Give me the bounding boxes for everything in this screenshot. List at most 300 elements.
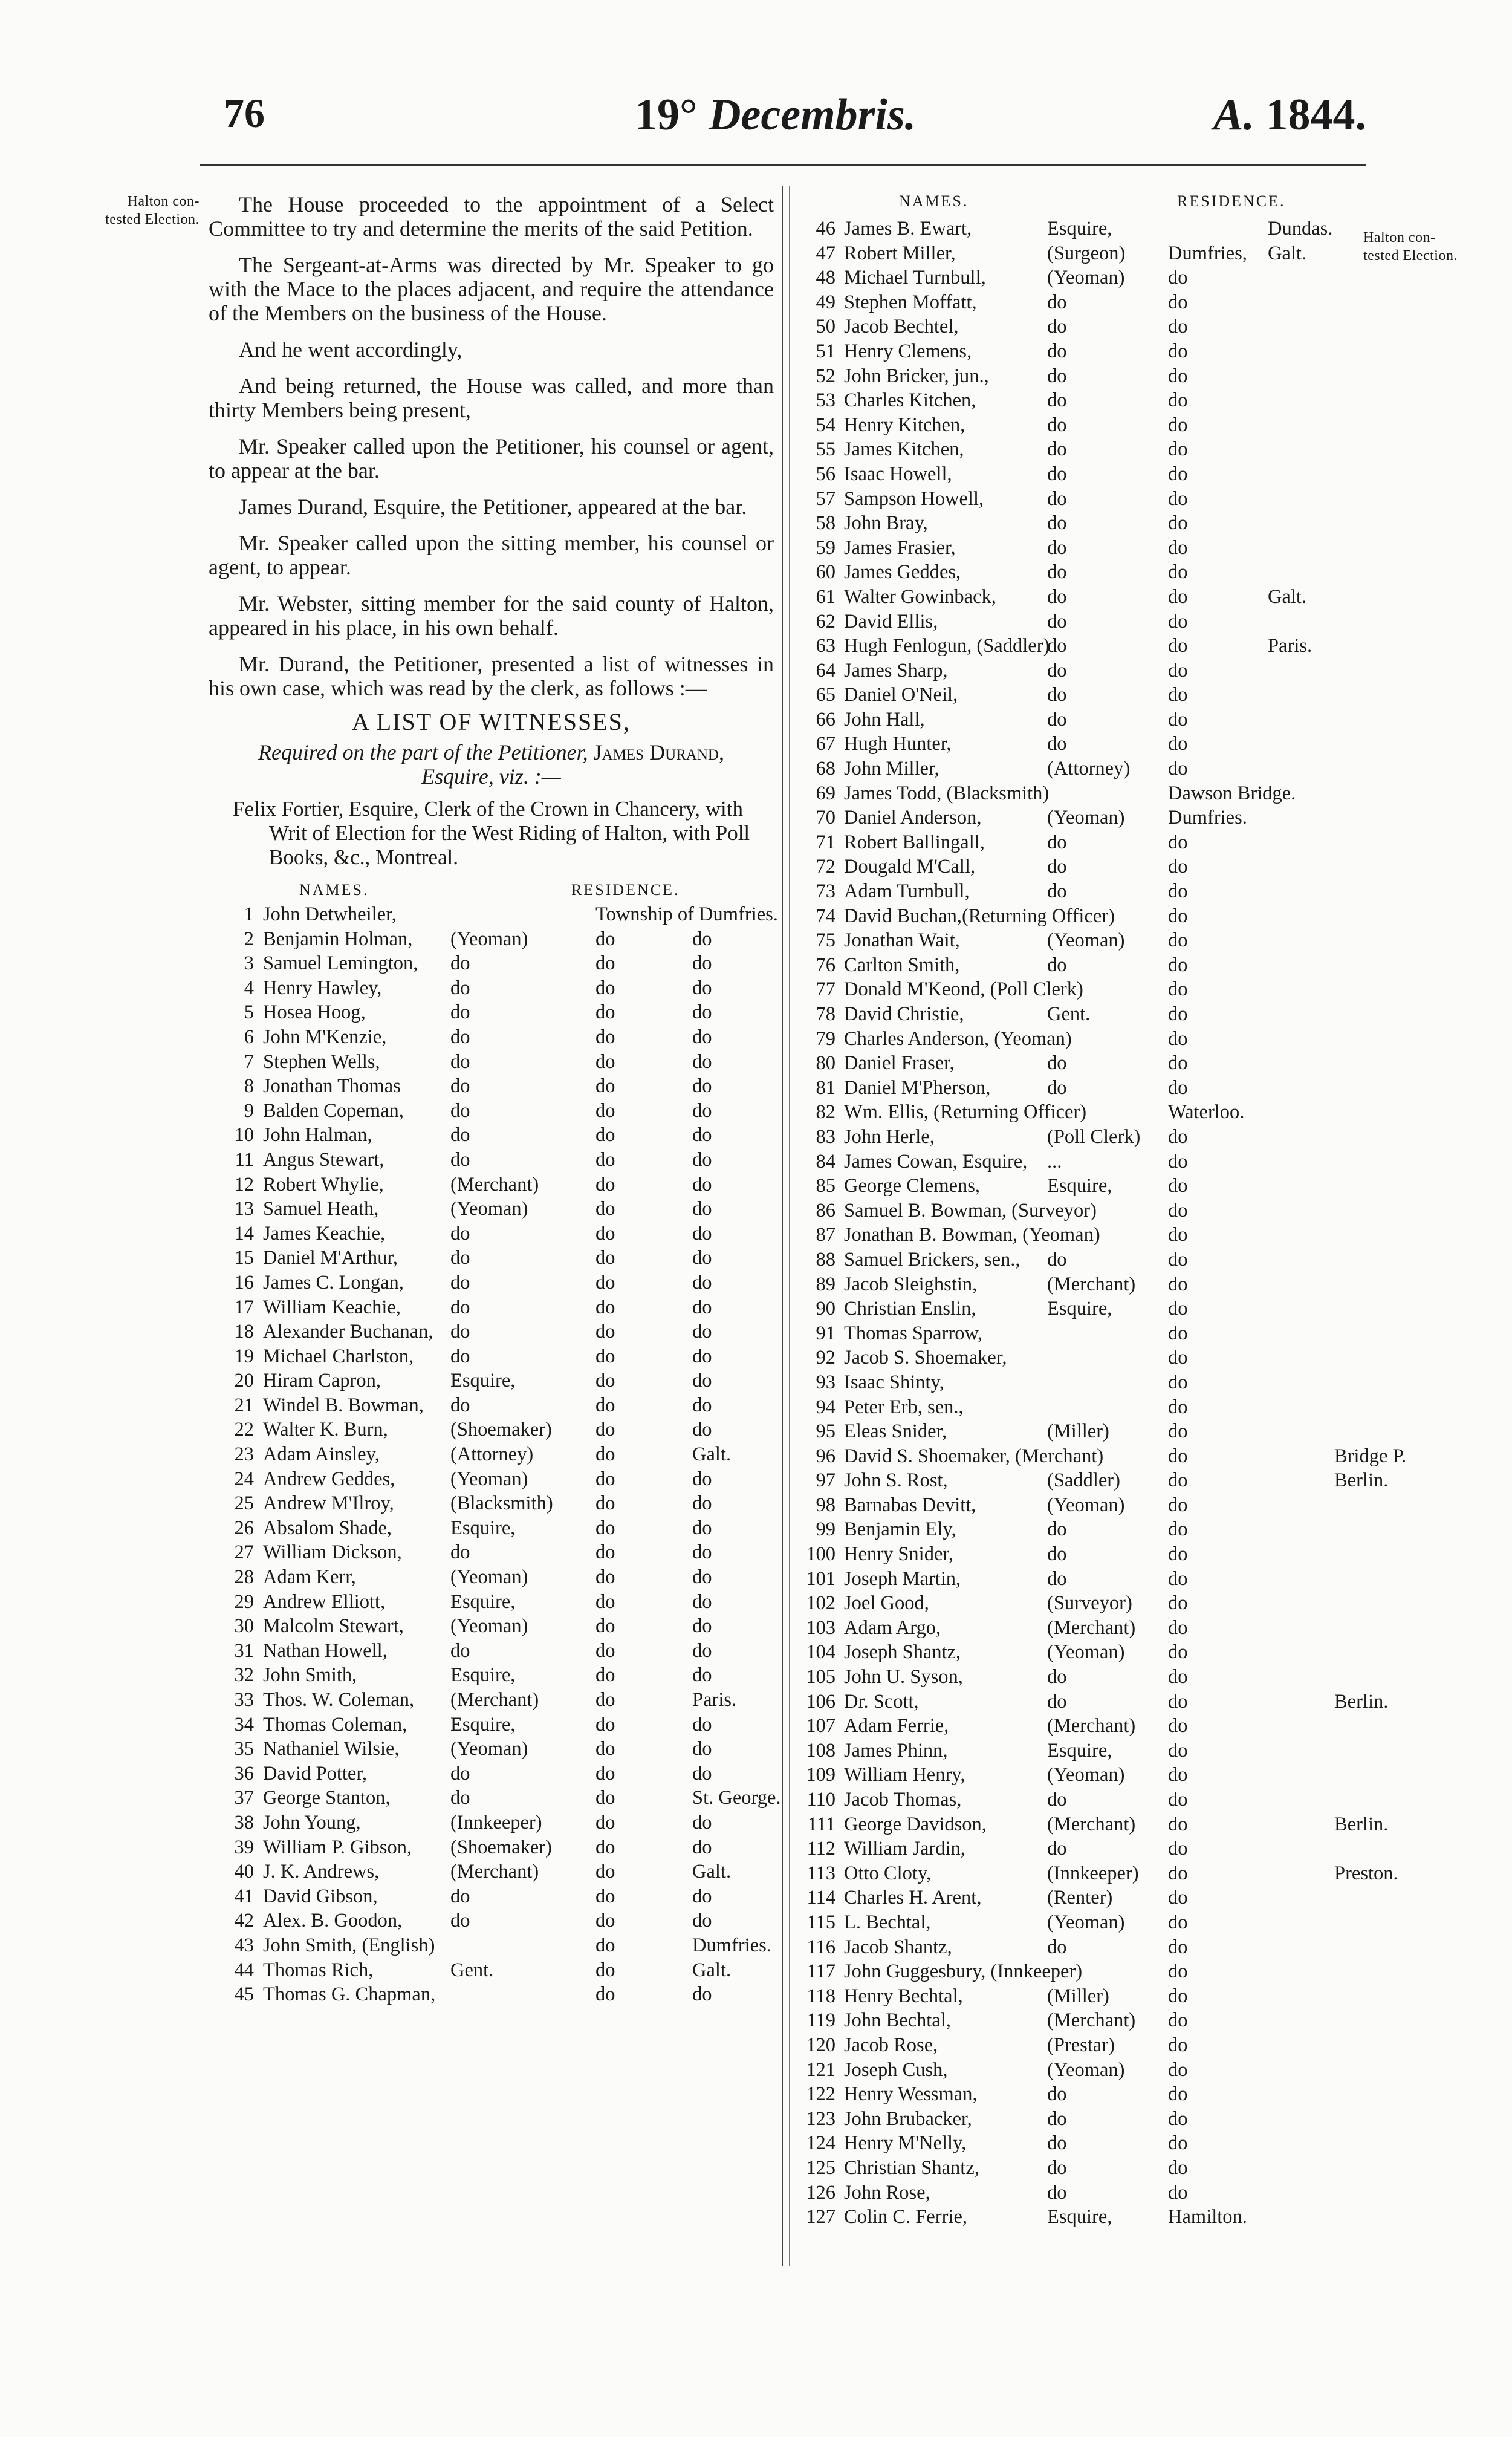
witness-name: George Stanton, — [263, 1787, 391, 1809]
witness-name: John Hall, — [844, 708, 925, 730]
witness-name: Andrew M'Ilroy, — [263, 1492, 394, 1515]
witness-num: 24 — [234, 1468, 254, 1490]
witness-num: 99 — [816, 1518, 835, 1541]
witness-num: 50 — [816, 316, 835, 338]
witness-name: William Dickson, — [263, 1541, 402, 1564]
margin-note-left: Halton con- tested Election. — [105, 194, 200, 227]
table-row — [793, 904, 1364, 929]
witness-occ: do — [1047, 635, 1067, 657]
table-row — [209, 1123, 774, 1148]
witness-d1: do — [1168, 389, 1188, 412]
residence-header: RESIDENCE. — [1177, 192, 1286, 210]
witness-num: 119 — [806, 2009, 835, 2032]
witness-num: 49 — [816, 291, 835, 313]
witness-d1: do — [595, 1198, 615, 1220]
witness-d1: do — [1168, 1936, 1188, 1958]
witness-name: James Phinn, — [844, 1739, 948, 1762]
witness-num: 22 — [234, 1419, 254, 1441]
witness-d1: do — [1168, 880, 1188, 903]
witness-occ: (Yeoman) — [1047, 929, 1125, 952]
table-row — [209, 927, 774, 952]
witness-num: 10 — [234, 1124, 254, 1147]
witness-num: 69 — [816, 782, 835, 804]
table-row — [793, 1174, 1364, 1199]
witness-d1: do — [1168, 1739, 1188, 1762]
table-row — [793, 1714, 1364, 1739]
witness-name: Carlton Smith, — [844, 954, 960, 976]
witness-num: 67 — [816, 733, 835, 755]
witness-d1: do — [1168, 1248, 1188, 1271]
witness-d1: do — [595, 1517, 615, 1539]
witness-num: 33 — [234, 1689, 254, 1711]
witness-name: J. K. Andrews, — [263, 1861, 380, 1883]
witness-occ: do — [1047, 1666, 1067, 1688]
witness-d1: do — [1168, 929, 1188, 952]
witness-name: Angus Stewart, — [263, 1148, 384, 1171]
witness-num: 34 — [234, 1713, 254, 1736]
witness-num: 97 — [816, 1469, 835, 1492]
witness-occ: do — [1047, 365, 1067, 387]
table-row — [209, 1982, 774, 2007]
witness-name: Andrew Elliott, — [263, 1590, 386, 1613]
witness-num: 46 — [816, 218, 835, 239]
witness-num: 92 — [816, 1347, 835, 1369]
witness-d1: do — [1168, 1789, 1188, 1811]
witness-num: 36 — [234, 1762, 254, 1785]
table-row — [793, 1444, 1407, 1469]
witness-d2: do — [692, 1198, 712, 1220]
witness-occ: do — [1047, 610, 1067, 633]
witness-occ: do — [450, 1247, 470, 1269]
witness-occ: do — [450, 977, 470, 999]
witness-d1: do — [595, 1075, 615, 1098]
witness-num: 115 — [806, 1911, 835, 1933]
witness-num: 88 — [816, 1248, 835, 1271]
witness-d2: Paris. — [1268, 635, 1312, 657]
witness-name: Daniel Anderson, — [844, 807, 982, 829]
witness-d1: do — [1168, 2034, 1188, 2056]
witness-num: 107 — [806, 1715, 835, 1737]
witness-num: 110 — [806, 1789, 835, 1811]
table-row — [793, 928, 1364, 953]
table-row — [209, 1516, 774, 1541]
witness-d1: do — [595, 1026, 615, 1048]
witness-num: 125 — [806, 2156, 835, 2179]
witness-num: 117 — [806, 1960, 835, 1983]
witness-name: Malcolm Stewart, — [263, 1615, 404, 1638]
witness-d1: do — [595, 1811, 615, 1833]
witness-occ: Gent. — [450, 1959, 494, 1981]
witness-x: Bridge P. — [1334, 1445, 1407, 1467]
witness-d1: do — [1168, 2107, 1188, 2130]
witness-num: 65 — [816, 684, 835, 706]
witness-d1: do — [595, 1468, 615, 1490]
witness-occ: (Yeoman) — [1047, 267, 1125, 289]
witness-num: 93 — [816, 1371, 835, 1393]
witness-d1: do — [1168, 1445, 1188, 1467]
table-row — [793, 830, 1364, 855]
witness-d2: do — [692, 1321, 712, 1343]
witness-d2: do — [692, 1026, 712, 1048]
table-row — [793, 1468, 1389, 1493]
witness-num: 74 — [816, 905, 835, 927]
table-row — [209, 1762, 774, 1786]
witness-d1: do — [1168, 1003, 1188, 1025]
witness-d2: do — [692, 1247, 712, 1269]
table-row — [793, 879, 1364, 904]
witness-num: 108 — [806, 1739, 835, 1762]
witness-d1: do — [1168, 1076, 1188, 1099]
witness-d1: do — [1168, 512, 1188, 535]
witness-d1: do — [595, 1001, 615, 1024]
witness-occ: (Surveyor) — [1047, 1592, 1132, 1615]
table-row — [209, 1737, 774, 1762]
witness-num: 55 — [816, 438, 835, 461]
witness-num: 15 — [234, 1247, 254, 1269]
witness-num: 61 — [816, 585, 835, 608]
witness-d2: do — [692, 1885, 712, 1907]
table-row — [793, 1345, 1364, 1370]
witness-occ: do — [450, 1222, 470, 1245]
witness-d1: do — [595, 1296, 615, 1318]
witness-d2: Dumfries. — [692, 1934, 771, 1956]
witness-occ: (Yeoman) — [1047, 1764, 1125, 1786]
paragraph: The House proceeded to the appointment of a Select Committee to try and determine the merits of the said Petition. — [209, 192, 774, 241]
witness-d2: do — [692, 1173, 712, 1196]
witness-name: Henry M'Nelly, — [844, 2132, 967, 2155]
witness-d1: do — [1168, 905, 1188, 927]
witness-d2: do — [692, 1050, 712, 1073]
witness-name: Daniel O'Neil, — [844, 684, 958, 706]
witness-d1: do — [1168, 1150, 1188, 1173]
witness-d1: do — [1168, 1273, 1188, 1295]
witness-name: John Brubacker, — [844, 2107, 972, 2130]
witness-name: Balden Copeman, — [263, 1099, 404, 1122]
witness-name: Daniel M'Arthur, — [263, 1247, 398, 1269]
witness-name: Jacob Sleighstin, — [844, 1273, 978, 1295]
witness-occ: do — [1047, 316, 1067, 338]
witness-d1: do — [1168, 1298, 1188, 1320]
witness-name: Dougald M'Call, — [844, 856, 976, 878]
witness-occ: do — [1047, 438, 1067, 461]
witness-name: Henry Wessman, — [844, 2083, 978, 2106]
witness-occ: do — [1047, 561, 1067, 584]
witness-d1: do — [1168, 1396, 1188, 1418]
header-rule — [200, 164, 1366, 166]
witness-d1: do — [595, 1959, 615, 1981]
witness-num: 111 — [807, 1813, 835, 1835]
witness-d2: do — [692, 1001, 712, 1024]
table-row — [793, 1665, 1364, 1690]
witness-name: Walter Gowinback, — [844, 585, 996, 608]
witness-num: 17 — [234, 1296, 254, 1318]
witness-occ: (Merchant) — [1047, 1616, 1136, 1639]
witness-name: Henry Bechtal, — [844, 1985, 963, 2007]
witness-occ: (Shoemaker) — [450, 1836, 552, 1858]
witness-num: 28 — [234, 1566, 254, 1589]
witness-occ: Esquire, — [450, 1370, 516, 1392]
witness-occ: (Yeoman) — [1047, 1494, 1125, 1516]
witness-d1: do — [595, 1738, 615, 1760]
table-row — [793, 1591, 1364, 1616]
witness-d2: do — [692, 1713, 712, 1736]
paragraph: And he went accordingly, — [239, 337, 462, 362]
table-row — [793, 1150, 1364, 1174]
witness-d2: do — [692, 1639, 712, 1662]
witness-num: 45 — [234, 1983, 254, 2006]
table-row — [793, 1321, 1364, 1346]
witness-d1: do — [595, 1222, 615, 1245]
witness-occ: do — [1047, 2132, 1067, 2155]
witness-num: 42 — [234, 1910, 254, 1932]
witness-occ: (Yeoman) — [450, 1198, 528, 1220]
witness-num: 40 — [234, 1861, 254, 1883]
witness-name: Robert Ballingall, — [844, 831, 985, 853]
witness-d1: do — [595, 1541, 615, 1564]
witness-name: Alex. B. Goodon, — [263, 1910, 403, 1932]
witness-occ: Esquire, — [450, 1517, 516, 1539]
witness-name: John Smith, — [263, 1664, 357, 1687]
witness-name: Christian Shantz, — [844, 2156, 979, 2179]
witness-occ: Esquire, — [1047, 218, 1112, 239]
table-row — [793, 1395, 1364, 1420]
witness-name: Christian Enslin, — [844, 1298, 976, 1320]
witness-list — [209, 902, 781, 2007]
table-row — [793, 683, 1364, 708]
witness-name: James B. Ewart, — [844, 218, 972, 239]
witness-num: 56 — [816, 463, 835, 485]
witness-occ: do — [1047, 708, 1067, 730]
witness-d2: do — [692, 1468, 712, 1490]
witness-num: 38 — [234, 1811, 254, 1833]
table-row — [209, 1074, 774, 1099]
table-row — [209, 1713, 774, 1737]
witness-num: 23 — [234, 1443, 254, 1466]
witness-d1: do — [1168, 1616, 1188, 1639]
witness-name: Adam Argo, — [844, 1616, 941, 1639]
witness-name: Colin C. Ferrie, — [844, 2206, 968, 2228]
witness-d1: Hamilton. — [1168, 2206, 1247, 2228]
witness-occ: (Innkeeper) — [1047, 1862, 1139, 1884]
witness-num: 98 — [816, 1494, 835, 1516]
witness-num: 63 — [816, 635, 835, 657]
table-row — [793, 413, 1364, 438]
witness-name: Michael Charlston, — [263, 1345, 414, 1367]
witness-name: Jonathan B. Bowman, (Yeoman) — [844, 1224, 1100, 1246]
witness-d1: do — [1168, 1125, 1188, 1148]
witness-occ: do — [1047, 1838, 1067, 1860]
witness-d1: Dawson Bridge. — [1168, 782, 1296, 804]
witness-occ: Esquire, — [450, 1664, 516, 1687]
witness-occ: (Yeoman) — [450, 1566, 528, 1589]
witness-occ: do — [1047, 585, 1067, 608]
witness-name: John Bray, — [844, 512, 928, 535]
table-row — [793, 1812, 1389, 1837]
witness-occ: do — [450, 1124, 470, 1147]
witness-num: 5 — [244, 1001, 254, 1024]
witness-d2: do — [692, 1075, 712, 1098]
witness-occ: (Attorney) — [450, 1443, 534, 1466]
paragraph: Mr. Speaker called upon the sitting member, his counsel or agent, to appear. — [209, 531, 774, 579]
witness-name: Jacob Rose, — [844, 2034, 938, 2056]
witness-num: 96 — [816, 1445, 835, 1467]
witness-occ: ... — [1047, 1150, 1062, 1173]
witness-occ: (Renter) — [1047, 1887, 1113, 1909]
witness-name: Isaac Shinty, — [844, 1371, 944, 1393]
table-row — [209, 1148, 774, 1173]
table-row — [209, 1540, 774, 1565]
table-row — [793, 1493, 1364, 1518]
table-row — [793, 756, 1364, 781]
table-row — [793, 1886, 1364, 1910]
witness-num: 95 — [816, 1420, 835, 1443]
witness-occ: (Yeoman) — [450, 928, 528, 950]
witness-num: 60 — [816, 561, 835, 584]
witness-name: Thomas Rich, — [263, 1959, 374, 1981]
table-row — [793, 1640, 1364, 1665]
witness-d1: Waterloo. — [1168, 1101, 1245, 1124]
table-row — [793, 2156, 1364, 2181]
witness-occ: (Shoemaker) — [450, 1419, 552, 1441]
witness-occ: do — [1047, 1052, 1067, 1075]
witness-name: Joel Good, — [844, 1592, 929, 1615]
witness-num: 106 — [806, 1690, 835, 1713]
witness-name: Samuel Heath, — [263, 1198, 379, 1220]
witness-num: 43 — [234, 1934, 254, 1956]
table-row — [793, 1100, 1364, 1125]
witness-d2: do — [692, 977, 712, 999]
witness-occ: Gent. — [1047, 1003, 1091, 1025]
witness-num: 94 — [816, 1396, 835, 1418]
witness-occ: do — [450, 1885, 470, 1907]
witness-d1: Township of Dumfries. — [595, 903, 778, 925]
witness-num: 18 — [234, 1321, 254, 1343]
witness-name: Hugh Hunter, — [844, 733, 952, 755]
witness-name: Daniel M'Pherson, — [844, 1076, 991, 1099]
witness-name: William P. Gibson, — [263, 1836, 412, 1858]
witness-occ: do — [1047, 880, 1067, 903]
witness-name: Otto Cloty, — [844, 1862, 932, 1884]
witness-occ: do — [1047, 954, 1067, 976]
witness-num: 124 — [806, 2132, 835, 2155]
witness-d1: do — [595, 1689, 615, 1711]
table-row — [793, 1051, 1364, 1076]
witness-d1: do — [1168, 316, 1188, 338]
witness-d1: Dumfries. — [1168, 807, 1247, 829]
table-row — [209, 902, 778, 927]
table-row — [209, 1590, 774, 1615]
witness-num: 16 — [234, 1271, 254, 1293]
witness-num: 103 — [806, 1616, 835, 1639]
table-row — [793, 805, 1364, 830]
table-row — [209, 1295, 774, 1320]
witness-name: Michael Turnbull, — [844, 267, 986, 289]
witness-num: 51 — [816, 340, 835, 362]
witness-name: Samuel B. Bowman, (Surveyor) — [844, 1199, 1097, 1222]
witness-num: 3 — [244, 952, 254, 975]
witness-name: Charles Kitchen, — [844, 389, 976, 412]
witness-d1: do — [595, 1271, 615, 1293]
witness-name: Jacob Shantz, — [844, 1936, 952, 1958]
table-row — [793, 241, 1364, 266]
witness-name: John U. Syson, — [844, 1666, 963, 1688]
table-row — [209, 1786, 781, 1811]
witness-d1: do — [595, 977, 615, 999]
witness-d1: do — [595, 1050, 615, 1073]
witness-occ: do — [450, 1001, 470, 1024]
witness-name: John Guggesbury, (Innkeeper) — [844, 1960, 1083, 1983]
witness-occ: Esquire, — [450, 1713, 516, 1736]
table-row — [793, 560, 1364, 585]
witness-d1: do — [1168, 1371, 1188, 1393]
witness-d1: do — [1168, 1592, 1188, 1615]
witness-name: David Ellis, — [844, 610, 938, 633]
witness-occ: do — [450, 1296, 470, 1318]
witness-name: William Jardin, — [844, 1838, 965, 1860]
witness-name: Thos. W. Coleman, — [263, 1689, 415, 1711]
witness-d2: do — [692, 1910, 712, 1932]
witness-occ: do — [450, 1075, 470, 1098]
table-row — [209, 1025, 774, 1050]
witness-occ: do — [1047, 512, 1067, 535]
table-row — [793, 290, 1364, 315]
witness-d1: do — [1168, 438, 1188, 461]
witness-table-left — [209, 878, 781, 2007]
witness-num: 82 — [816, 1101, 835, 1124]
witness-d1: do — [1168, 1027, 1188, 1050]
witness-d1: do — [595, 1124, 615, 1147]
witness-x: Berlin. — [1334, 1690, 1389, 1713]
witness-num: 26 — [234, 1517, 254, 1539]
felix-entry: Felix Fortier, Esquire, Clerk of the Crown in Chancery, with Writ of Election for the West Riding of Halton, with Poll Books, &c., Montreal. — [233, 797, 750, 869]
witness-name: David Gibson, — [263, 1885, 378, 1907]
witness-num: 48 — [816, 267, 835, 289]
witness-occ: (Merchant) — [1047, 1715, 1136, 1737]
witness-name: Peter Erb, sen., — [844, 1396, 964, 1418]
table-row — [209, 1663, 774, 1688]
witness-occ: do — [1047, 1690, 1067, 1713]
witness-num: 21 — [234, 1394, 254, 1416]
table-row — [793, 314, 1364, 339]
table-row — [209, 1000, 774, 1025]
table-row — [793, 388, 1364, 413]
table-row — [793, 2131, 1364, 2156]
table-row — [209, 1099, 774, 1124]
page-date: 19° Decembris. — [635, 90, 917, 140]
witness-name: Wm. Ellis, (Returning Officer) — [844, 1101, 1087, 1124]
witness-d1: do — [1168, 1813, 1188, 1835]
witness-d2: do — [692, 1541, 712, 1564]
witness-d1: do — [1168, 2132, 1188, 2155]
witness-d1: do — [595, 1590, 615, 1613]
witness-num: 118 — [806, 1985, 835, 2007]
witness-name: David Potter, — [263, 1762, 368, 1785]
witness-d2: do — [692, 1370, 712, 1392]
witness-name: Charles H. Arent, — [844, 1887, 982, 1909]
witness-name: Adam Turnbull, — [844, 880, 970, 903]
table-row — [793, 1959, 1364, 1984]
witness-num: 83 — [816, 1125, 835, 1148]
witness-name: John Herle, — [844, 1125, 935, 1148]
table-row — [793, 2033, 1364, 2058]
table-row — [793, 511, 1364, 536]
witness-d1: do — [595, 1639, 615, 1662]
witness-d1: do — [1168, 1322, 1188, 1344]
witness-name: James Sharp, — [844, 659, 948, 682]
table-row — [209, 1491, 774, 1516]
witness-d1: do — [1168, 1985, 1188, 2007]
witness-name: John Detwheiler, — [263, 903, 397, 925]
